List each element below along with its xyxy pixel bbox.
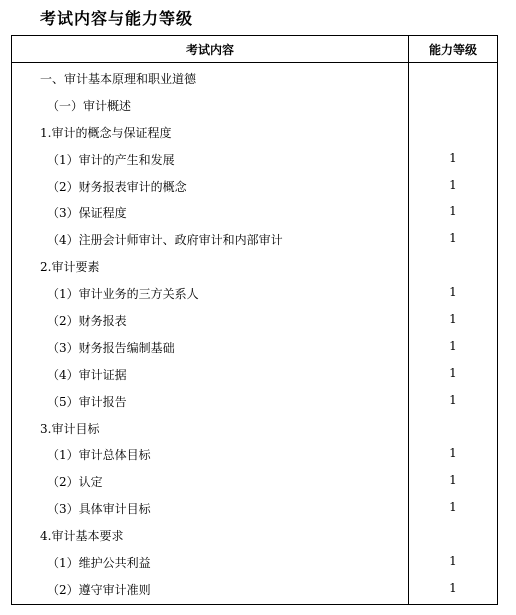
row-level: 1 [449, 446, 457, 461]
table-row [12, 144, 497, 171]
header-content: 考试内容 [185, 43, 234, 57]
row-content: （2）认定 [47, 475, 103, 490]
row-level: 1 [449, 231, 457, 246]
row-content: （2）遵守审计准则 [47, 582, 151, 597]
row-content: （1）审计总体目标 [47, 448, 151, 463]
row-content: （3）具体审计目标 [47, 502, 151, 517]
table-row [12, 466, 497, 493]
row-level: 1 [449, 150, 457, 165]
row-content: （1）审计业务的三方关系人 [47, 287, 199, 302]
row-level: 1 [449, 312, 457, 327]
table-row [12, 386, 497, 413]
row-level: 1 [449, 338, 457, 353]
table-row [12, 493, 497, 520]
table-row [12, 439, 497, 466]
page-title: 考试内容与能力等级 [40, 9, 194, 28]
exam-content-table [11, 35, 498, 605]
row-content: 1.审计的概念与保证程度 [40, 125, 172, 140]
row-content: （4）审计证据 [47, 367, 127, 382]
row-content: 2.审计要素 [40, 260, 100, 275]
table-row [12, 332, 497, 359]
header-level: 能力等级 [428, 43, 477, 57]
row-content: （1）维护公共利益 [47, 556, 151, 571]
row-content: （3）保证程度 [47, 206, 127, 221]
row-content: （2）财务报表 [47, 314, 127, 329]
row-level: 1 [449, 554, 457, 569]
row-content: （4）注册会计师审计、政府审计和内部审计 [47, 233, 283, 248]
row-level: 1 [449, 473, 457, 488]
row-level: 1 [449, 580, 457, 595]
table-row [12, 359, 497, 386]
row-content: （2）财务报表审计的概念 [47, 179, 187, 194]
table-row [12, 305, 497, 332]
row-content: （3）财务报告编制基础 [47, 340, 175, 355]
row-level: 1 [449, 365, 457, 380]
row-content: （5）审计报告 [47, 394, 127, 409]
table-row [12, 63, 497, 90]
row-level: 1 [449, 204, 457, 219]
table-row [12, 278, 497, 305]
row-content: （一）审计概述 [47, 98, 132, 113]
table-body [12, 63, 497, 601]
table-row [12, 171, 497, 198]
row-content: 一、审计基本原理和职业道德 [40, 72, 197, 86]
row-level: 1 [449, 500, 457, 515]
table-row [12, 520, 497, 547]
table-row [12, 117, 497, 144]
row-level: 1 [449, 392, 457, 407]
row-content: （1）审计的产生和发展 [47, 152, 175, 167]
table-header [12, 36, 497, 63]
row-level: 1 [449, 177, 457, 192]
table-row [12, 413, 497, 440]
table-row [12, 90, 497, 117]
table-row [12, 574, 497, 601]
table-row [12, 251, 497, 278]
table-row [12, 224, 497, 251]
row-level: 1 [449, 285, 457, 300]
row-content: 4.审计基本要求 [40, 529, 124, 544]
table-row [12, 547, 497, 574]
table-row [12, 197, 497, 224]
row-content: 3.审计目标 [40, 421, 100, 436]
